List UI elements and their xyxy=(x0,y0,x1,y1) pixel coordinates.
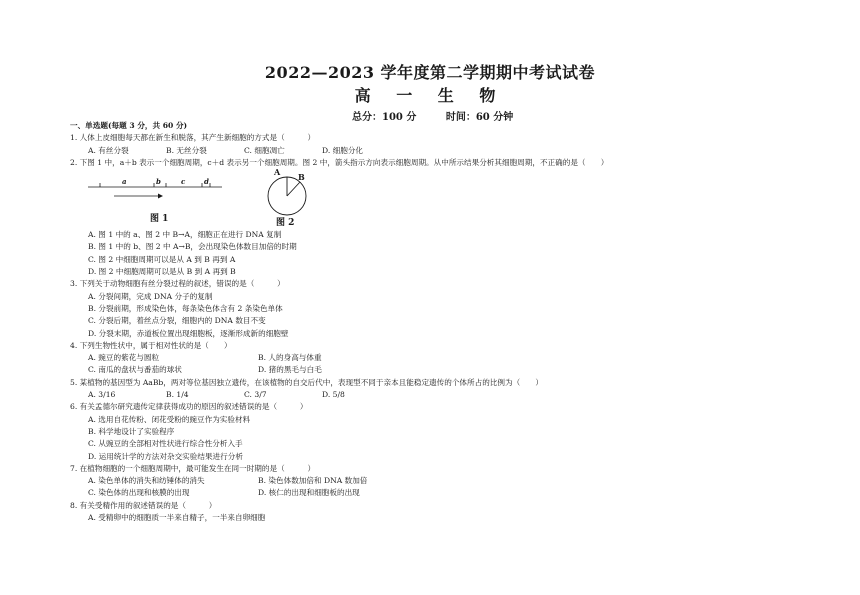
total-score: 总分：100 分 xyxy=(352,112,417,123)
question-6-stem: 6. 有关孟德尔研究遗传定律获得成功的原因的叙述错误的是（ ） xyxy=(70,402,308,412)
q2-option-a: A. 图 1 中的 a、图 2 中 B→A，细胞正在进行 DNA 复制 xyxy=(88,230,282,240)
q2-option-d: D. 图 2 中细胞周期可以是从 B 到 A 再到 B xyxy=(88,267,236,277)
q1-option-d: D. 细胞分化 xyxy=(322,145,364,155)
q7-option-a: A. 染色单体的消失和纺锤体的消失 xyxy=(88,476,205,486)
fig1-caption: 图 1 xyxy=(150,214,169,225)
q6-option-c: C. 从豌豆的全部相对性状进行综合性分析入手 xyxy=(88,439,243,449)
q8-option-a: A. 受精卵中的细胞质一半来自精子，一半来自卵细胞 xyxy=(88,513,266,523)
question-3-stem: 3. 下列关于动物细胞有丝分裂过程的叙述，错误的是（ ） xyxy=(70,279,285,289)
fig1-label-a: a xyxy=(122,177,127,187)
question-4-options-row1 xyxy=(70,352,810,364)
question-1-stem: 1. 人体上皮细胞每天都在新生和脱落，其产生新细胞的方式是（ ） xyxy=(70,133,316,143)
q3-option-d: D. 分裂末期，赤道板位置出现细胞板，逐渐形成新的细胞壁 xyxy=(88,328,289,338)
q4-option-b: B. 人的身高与体重 xyxy=(258,353,322,363)
q1-option-c: C. 细胞凋亡 xyxy=(244,145,285,155)
q5-option-a: A. 3/16 xyxy=(88,390,116,400)
q5-option-d: D. 5/8 xyxy=(322,390,345,400)
question-4-options-row2 xyxy=(70,364,810,376)
fig2-label-a: A xyxy=(274,167,281,178)
question-8-stem: 8. 有关受精作用的叙述错误的是（ ） xyxy=(70,500,217,510)
exam-time: 时间：60 分钟 xyxy=(445,112,514,123)
q5-option-c: C. 3/7 xyxy=(244,390,267,400)
q5-option-b: B. 1/4 xyxy=(166,390,189,400)
question-2-stem: 2. 下图 1 中，a＋b 表示一个细胞周期，c＋d 表示另一个细胞周期。图 2 中，箭头指示方向表示细胞周期。从中所示结果分析其细胞周期，不正确的是（ ） xyxy=(70,157,609,167)
q4-option-a: A. 豌豆的紫花与圆粒 xyxy=(88,353,160,363)
q3-option-a: A. 分裂间期，完成 DNA 分子的复制 xyxy=(88,291,213,301)
fig1-arrow-head xyxy=(158,194,163,199)
fig2-caption: 图 2 xyxy=(276,218,295,229)
q6-option-a: A. 选用自花传粉、闭花受粉的豌豆作为实验材料 xyxy=(88,414,251,424)
q6-option-d: D. 运用统计学的方法对杂交实验结果进行分析 xyxy=(88,451,243,461)
question-7-options-row2 xyxy=(70,487,810,499)
question-7-options-row1 xyxy=(70,475,810,487)
fig1-label-c: c xyxy=(181,177,186,187)
page-title: 2022—2023 学年度第二学期期中考试试卷 xyxy=(264,63,596,82)
q2-option-c: C. 图 2 中细胞周期可以是从 A 到 B 再到 A xyxy=(88,254,236,264)
question-7-stem: 7. 在植物细胞的一个细胞周期中，最可能发生在同一时期的是（ ） xyxy=(70,463,316,473)
q2-option-b: B. 图 1 中的 b、图 2 中 A→B，会出现染色体数目加倍的时期 xyxy=(88,242,297,252)
section-heading: 一、单选题(每题 3 分，共 60 分) xyxy=(70,121,188,130)
fig2-label-b: B xyxy=(298,172,305,183)
q3-option-b: B. 分裂前期，形成染色体，每条染色体含有 2 条染色单体 xyxy=(88,303,283,313)
fig2-radius-b xyxy=(287,182,300,196)
q7-option-b: B. 染色体数加倍和 DNA 数加倍 xyxy=(258,476,368,486)
question-5-stem: 5. 某植物的基因型为 AaBb，两对等位基因独立遗传，在该植物的自交后代中，表现型不同于亲本且能稳定遗传的个体所占的比例为（ ） xyxy=(70,377,543,387)
q6-option-b: B. 科学地设计了实验程序 xyxy=(88,426,175,436)
q7-option-d: D. 核仁的出现和细胞板的出现 xyxy=(258,488,360,498)
q4-option-c: C. 南瓜的盘状与番茄的球状 xyxy=(88,365,182,375)
q1-option-a: A. 有丝分裂 xyxy=(88,145,129,155)
q4-option-d: D. 猪的黑毛与白毛 xyxy=(258,365,322,375)
question-4-stem: 4. 下列生物性状中，属于相对性状的是（ ） xyxy=(70,340,232,350)
q7-option-c: C. 染色体的出现和核膜的出现 xyxy=(88,488,190,498)
q1-option-b: B. 无丝分裂 xyxy=(166,145,207,155)
fig1-label-b: b xyxy=(156,177,161,187)
cell-cycle-figures xyxy=(70,169,390,229)
question-1-options xyxy=(70,145,810,157)
question-2-figures xyxy=(70,169,390,229)
question-list xyxy=(70,120,810,524)
subject-title: 高 一 生 物 xyxy=(354,86,506,105)
fig1-label-d: d xyxy=(204,177,209,187)
question-5-options xyxy=(70,389,810,401)
q3-option-c: C. 分裂后期，着丝点分裂，细胞内的 DNA 数目不变 xyxy=(88,316,266,326)
